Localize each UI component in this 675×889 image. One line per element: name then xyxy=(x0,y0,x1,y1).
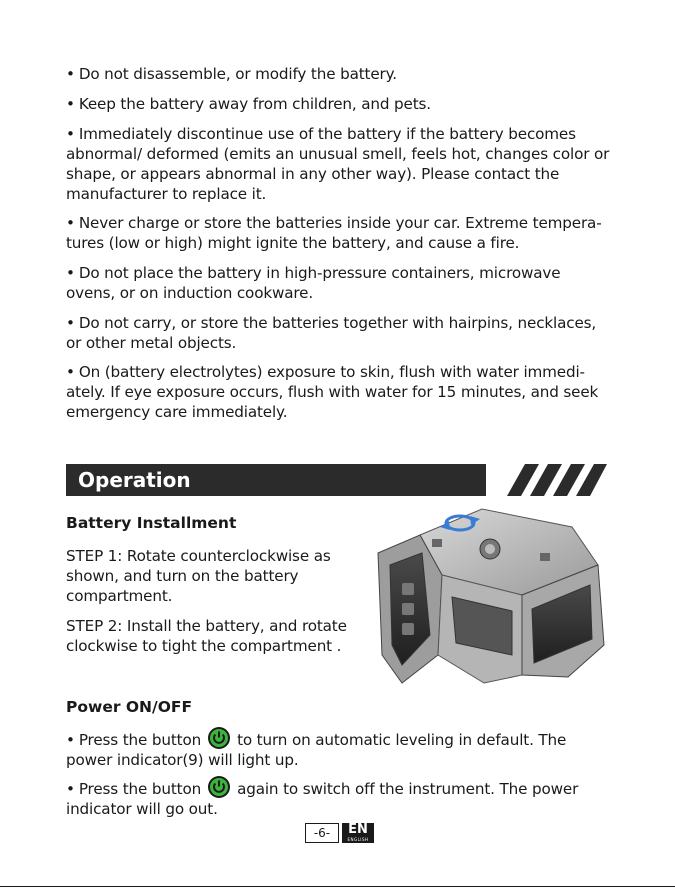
bullet: • xyxy=(66,780,75,798)
safety-text: Do not place the battery in high-pressure containers, microwave ovens, or on induction cookware. xyxy=(66,264,561,302)
bullet: • xyxy=(66,95,75,113)
safety-item xyxy=(66,313,614,353)
bullet: • xyxy=(66,731,75,749)
safety-item xyxy=(66,94,614,114)
bullet: • xyxy=(66,214,75,232)
safety-text: Immediately discontinue use of the battery if the battery becomes abnormal/ deformed (emits an unusual smell, feels hot, changes color or shape, or appears abnormal in any other way). Please contact the manufacturer to replace it. xyxy=(66,125,610,203)
section-header-bar xyxy=(66,464,486,496)
language-code: EN xyxy=(348,822,368,837)
power-item-2-before: Press the button xyxy=(78,780,202,798)
safety-item xyxy=(66,64,614,84)
stripes-decoration xyxy=(495,464,607,496)
step-2-text: STEP 2: Install the battery, and rotate clockwise to tight the compartment . xyxy=(66,617,347,655)
laser-level-illustration xyxy=(372,505,610,685)
power-item-1-before: Press the button xyxy=(78,731,202,749)
language-name: ENGLISH xyxy=(347,837,369,842)
safety-text: Do not carry, or store the batteries together with hairpins, necklaces, or other metal objects. xyxy=(66,314,597,352)
bottom-rule xyxy=(0,886,675,887)
bullet: • xyxy=(66,65,75,83)
safety-item xyxy=(66,124,614,204)
bullet: • xyxy=(66,125,75,143)
power-item-2 xyxy=(66,775,614,819)
safety-text: On (battery electrolytes) exposure to skin, flush with water immedi-ately. If eye exposure occurs, flush with water for 15 minutes, and seek emergency care immediately. xyxy=(66,363,599,421)
battery-heading: Battery Installment xyxy=(66,514,237,532)
page-number: -6- xyxy=(305,823,339,843)
bullet: • xyxy=(66,314,75,332)
power-button-icon xyxy=(207,726,231,750)
bullet: • xyxy=(66,264,75,282)
safety-item xyxy=(66,213,614,253)
power-item-1-after: to turn on automatic leveling in default. The power indicator(9) will light up. xyxy=(66,731,567,769)
safety-text: Never charge or store the batteries inside your car. Extreme tempera-tures (low or high) might ignite the battery, and cause a fire. xyxy=(66,214,602,252)
safety-item xyxy=(66,362,614,422)
power-heading: Power ON/OFF xyxy=(66,698,193,716)
power-button-icon xyxy=(207,775,231,799)
safety-item xyxy=(66,263,614,303)
step-1-text: STEP 1: Rotate counterclockwise as shown, and turn on the battery compartment. xyxy=(66,547,331,605)
safety-text: Do not disassemble, or modify the battery. xyxy=(78,65,397,83)
language-badge xyxy=(342,823,374,843)
bullet: • xyxy=(66,363,75,381)
section-title: Operation xyxy=(78,468,191,492)
power-item-2-after: again to switch off the instrument. The power indicator will go out. xyxy=(66,780,579,818)
safety-text: Keep the battery away from children, and pets. xyxy=(78,95,431,113)
power-item-1 xyxy=(66,726,614,770)
